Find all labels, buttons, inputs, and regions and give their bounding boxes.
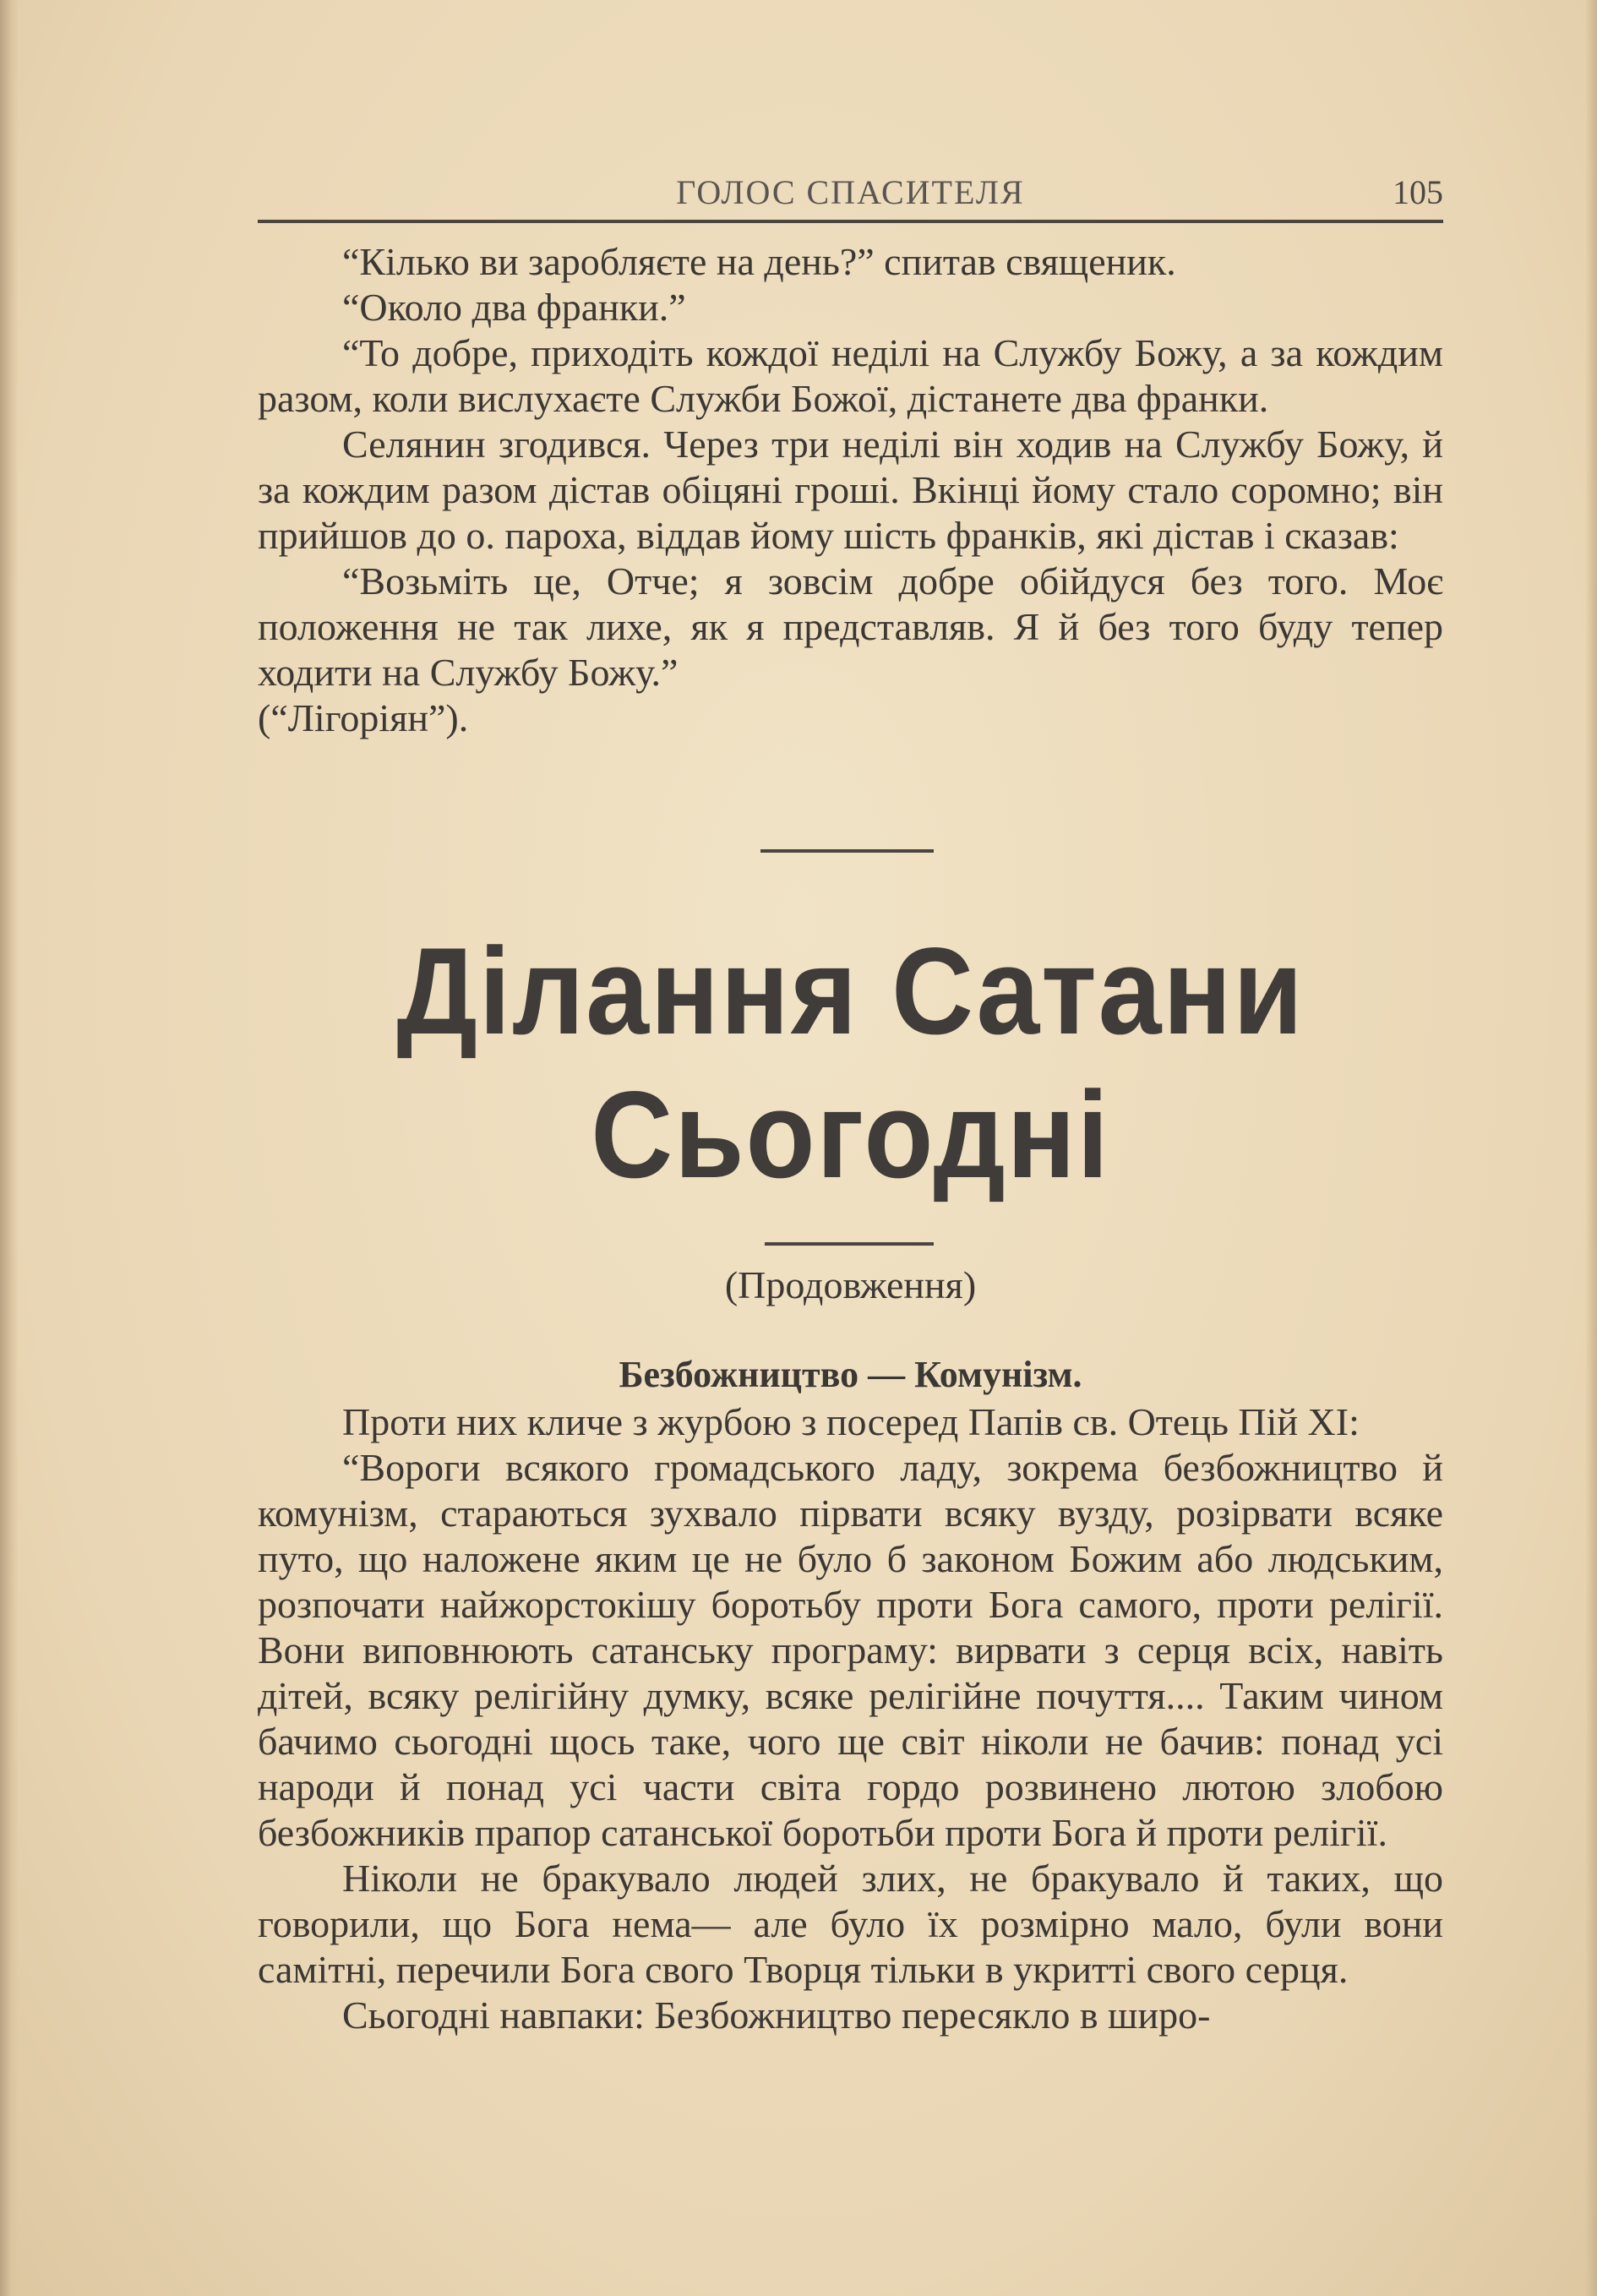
page-edge-shadow xyxy=(1585,0,1597,2296)
page-header xyxy=(258,166,1443,225)
story-paragraph: “Возьміть це, Отче; я зовсім добре обійдуся без того. Моє положення не так лихе, як я представляв. Я й без того буду тепер ходити на Службу Божу.” xyxy=(258,559,1443,694)
article-paragraph: “Вороги всякого громадського ладу, зокрема безбожництво й комунізм, стараються зухвало пірвати всяку вузду, розірвати всяке путо, що наложене яким це не було б законом Божим або людським, розпочати найжорстокішу боротьбу проти Бога самого, проти релігії. Вони виповнюють сатанську програму: вирвати з серця всіх, навіть дітей, всяку релігійну думку, всяке релігійне почуття.... Таким чином бачимо сьогодні щось таке, чого ще світ ніколи не бачив: понад усі народи й понад усі части світа гордо розвинено лютою злобою безбожників прапор сатанської боротьби проти Бога й проти релігії. xyxy=(258,1446,1443,1854)
story-source: (“Лігоріян”). xyxy=(258,696,469,739)
article-title-line-1: Ділання Сатани xyxy=(396,922,1305,1060)
story-text xyxy=(258,239,1443,741)
article-title-line-2: Сьогодні xyxy=(591,1066,1110,1203)
continued-label: (Продовження) xyxy=(724,1263,977,1306)
section-heading: Безбожництво — Комунізм. xyxy=(619,1354,1082,1395)
article-text xyxy=(258,1399,1443,2038)
page-number: 105 xyxy=(1393,173,1443,211)
title-divider xyxy=(765,1242,934,1246)
page-spine-shadow xyxy=(0,0,19,2296)
story-paragraph: Селянин згодився. Через три неділі він ходив на Службу Божу, й за кождим разом дістав обіцяні гроші. Вкінці йому стало соромно; він прийшов до о. пароха, віддав йому шість франків, які дістав і сказав: xyxy=(258,423,1443,557)
story-paragraph: “То добре, приходіть кождої неділі на Службу Божу, а за кождим разом, коли вислухаєте Служби Божої, дістанете два франки. xyxy=(258,331,1443,420)
article-paragraph: Проти них кличе з журбою з посеред Папів св. Отець Пій XI: xyxy=(342,1400,1360,1443)
running-title: ГОЛОС СПАСИТЕЛЯ xyxy=(676,173,1025,211)
story-paragraph: “Около два франки.” xyxy=(342,286,686,329)
story-paragraph: “Кілько ви заробляєте на день?” спитав священик. xyxy=(342,240,1176,283)
header-rule xyxy=(258,220,1443,223)
section-divider xyxy=(760,849,934,853)
article-paragraph: Ніколи не бракувало людей злих, не бракувало й таких, що говорили, що Бога нема— але було їх розмірно мало, були вони самітні, перечили Бога свого Творця тільки в укритті свого серця. xyxy=(258,1857,1443,1991)
article-paragraph: Сьогодні навпаки: Безбожництво пересякло в широ- xyxy=(342,1993,1211,2037)
